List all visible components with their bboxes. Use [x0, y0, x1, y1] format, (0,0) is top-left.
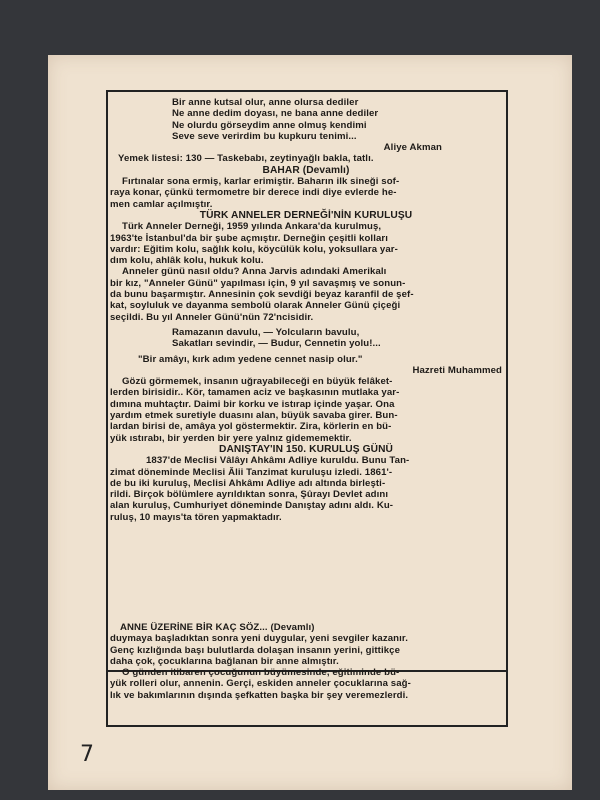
menu-line: Yemek listesi: 130 — Taskebabı, zeytinyağlı bakla, tatlı.: [118, 153, 374, 165]
paragraph-line: ruluş, 10 mayıs'ta tören yapmaktadır.: [110, 511, 282, 523]
paragraph-line: dım kolu, ahlâk kolu, hukuk kolu.: [110, 255, 264, 267]
poem-line: Ne anne dedim doyası, ne bana anne dediler: [172, 108, 379, 120]
poem: [110, 97, 502, 142]
paragraph-line: 1837'de Meclisi Vâlâyı Ahkâmı Adliye kuruldu. Bunu Tan-: [146, 455, 410, 467]
paragraph-line: bir kız, "Anneler Günü" yapılması için, 9 yıl savaşmış ve sonun-: [110, 277, 406, 289]
paragraph-line: O günden itibaren çocuğunun büyümesinde, eğitiminde bü-: [122, 667, 400, 679]
hadis-source: Hazreti Muhammed: [412, 364, 502, 376]
paragraph-line: yük ıstırabı, bir yerden bir yere yalnız gidememektir.: [110, 432, 352, 444]
paragraph-line: seçildi. Bu yıl Anneler Günü'nün 72'ncisidir.: [110, 311, 314, 323]
ramazan-line: Ramazanın davulu, — Yolcuların bavulu,: [172, 326, 360, 338]
paragraph-line: duymaya başladıktan sonra yeni duygular, yeni sevgiler kazanır.: [110, 633, 408, 645]
dernek-title: TÜRK ANNELER DERNEĞİ'NİN KURULUŞU: [199, 209, 413, 221]
bahar-title: BAHAR (Devamlı): [262, 164, 350, 176]
paragraph-line: yardım etmek suretiyle duasını alan, büyük savaba girer. Bun-: [110, 410, 398, 422]
hadis-quote: "Bir amâyı, kırk adım yedene cennet nasip olur.": [138, 353, 363, 365]
paragraph-line: rildi. Birçok bölümlere ayrıldıktan sonra, Şûrayı Devlet adını: [110, 489, 389, 501]
main-text: [110, 97, 502, 523]
poem-line: Seve seve verirdim bu kupkuru tenimi...: [172, 130, 357, 142]
paragraph-line: de bu iki kuruluş, Meclisi Ahkâmı Adliye adı altında birleşti-: [110, 477, 386, 489]
paragraph-line: vardır: Eğitim kolu, sağlık kolu, köycülük kolu, yoksullara yar-: [110, 243, 398, 255]
paragraph-line: Fırtınalar sona ermiş, karlar erimiştir. Baharın ilk sineği sof-: [122, 176, 400, 188]
paragraph-line: lardan birisi de, amâya yol göstermektir. Zira, körlerin en bü-: [110, 421, 392, 433]
poem-line: Ne olurdu görseydim anne olmuş kendimi: [172, 119, 367, 131]
bottom-text: [110, 622, 502, 701]
poem-author: Aliye Akman: [383, 142, 442, 154]
danistay-title: DANIŞTAY'IN 150. KURULUŞ GÜNÜ: [218, 443, 393, 455]
paragraph-line: daha çok, çocuklarına bağlanan bir anne almıştır.: [110, 655, 339, 667]
paragraph-line: alan kuruluş, Cumhuriyet döneminde Danıştay adını aldı. Ku-: [110, 500, 394, 512]
paragraph-line: men camlar açılmıştır.: [110, 198, 213, 210]
ramazan-line: Sakatları sevindir, — Budur, Cennetin yolu!...: [172, 338, 381, 350]
paragraph-line: dımına muhtaçtır. Daimi bir korku ve istırap içinde yaşar. Ona: [110, 398, 395, 410]
paragraph-line: kat, soyluluk ve dayanma sembolü olarak Anneler Günü çiçeği: [110, 300, 401, 312]
paragraph-line: da bunu başarmıştır. Annesinin çok sevdiği beyaz karanfil de şef-: [110, 289, 414, 301]
paragraph-line: zimat döneminde Meclisi Âlii Tanzimat kuruluşu izledi. 1861'-: [110, 466, 393, 478]
paragraph-line: lerden birisidir.. Kör, tamamen aciz ve başkasının mutlaka yar-: [110, 387, 400, 399]
paragraph-line: Gözü görmemek, insanın uğrayabileceği en büyük felâket-: [122, 376, 393, 388]
anne-title: ANNE ÜZERİNE BİR KAÇ SÖZ... (Devamlı): [120, 622, 315, 633]
paragraph-line: Genç kızlığında başı bulutlarda dolaşan insanın yerini, gittikçe: [110, 644, 401, 656]
paragraph-line: Türk Anneler Derneği, 1959 yılında Ankara'da kurulmuş,: [122, 221, 382, 233]
paragraph-line: Anneler günü nasıl oldu? Anna Jarvis adındaki Amerikalı: [122, 266, 387, 278]
poem-line: Bir anne kutsal olur, anne olursa dediler: [172, 97, 359, 108]
paragraph-line: raya konar, çünkü termometre bir derece indi diye evlerde he-: [110, 187, 397, 199]
paragraph-line: lık ve bakımlarının dışında şefkatten başka bir şey veremezlerdi.: [110, 689, 409, 701]
paragraph-line: yük rolleri olur, annenin. Gerçi, eskiden anneler çocuklarına sağ-: [110, 678, 411, 690]
handwritten-page-mark: 7: [80, 742, 94, 767]
paragraph-line: 1963'te İstanbul'da bir şube açmıştır. Derneğin çeşitli kolları: [110, 232, 388, 244]
